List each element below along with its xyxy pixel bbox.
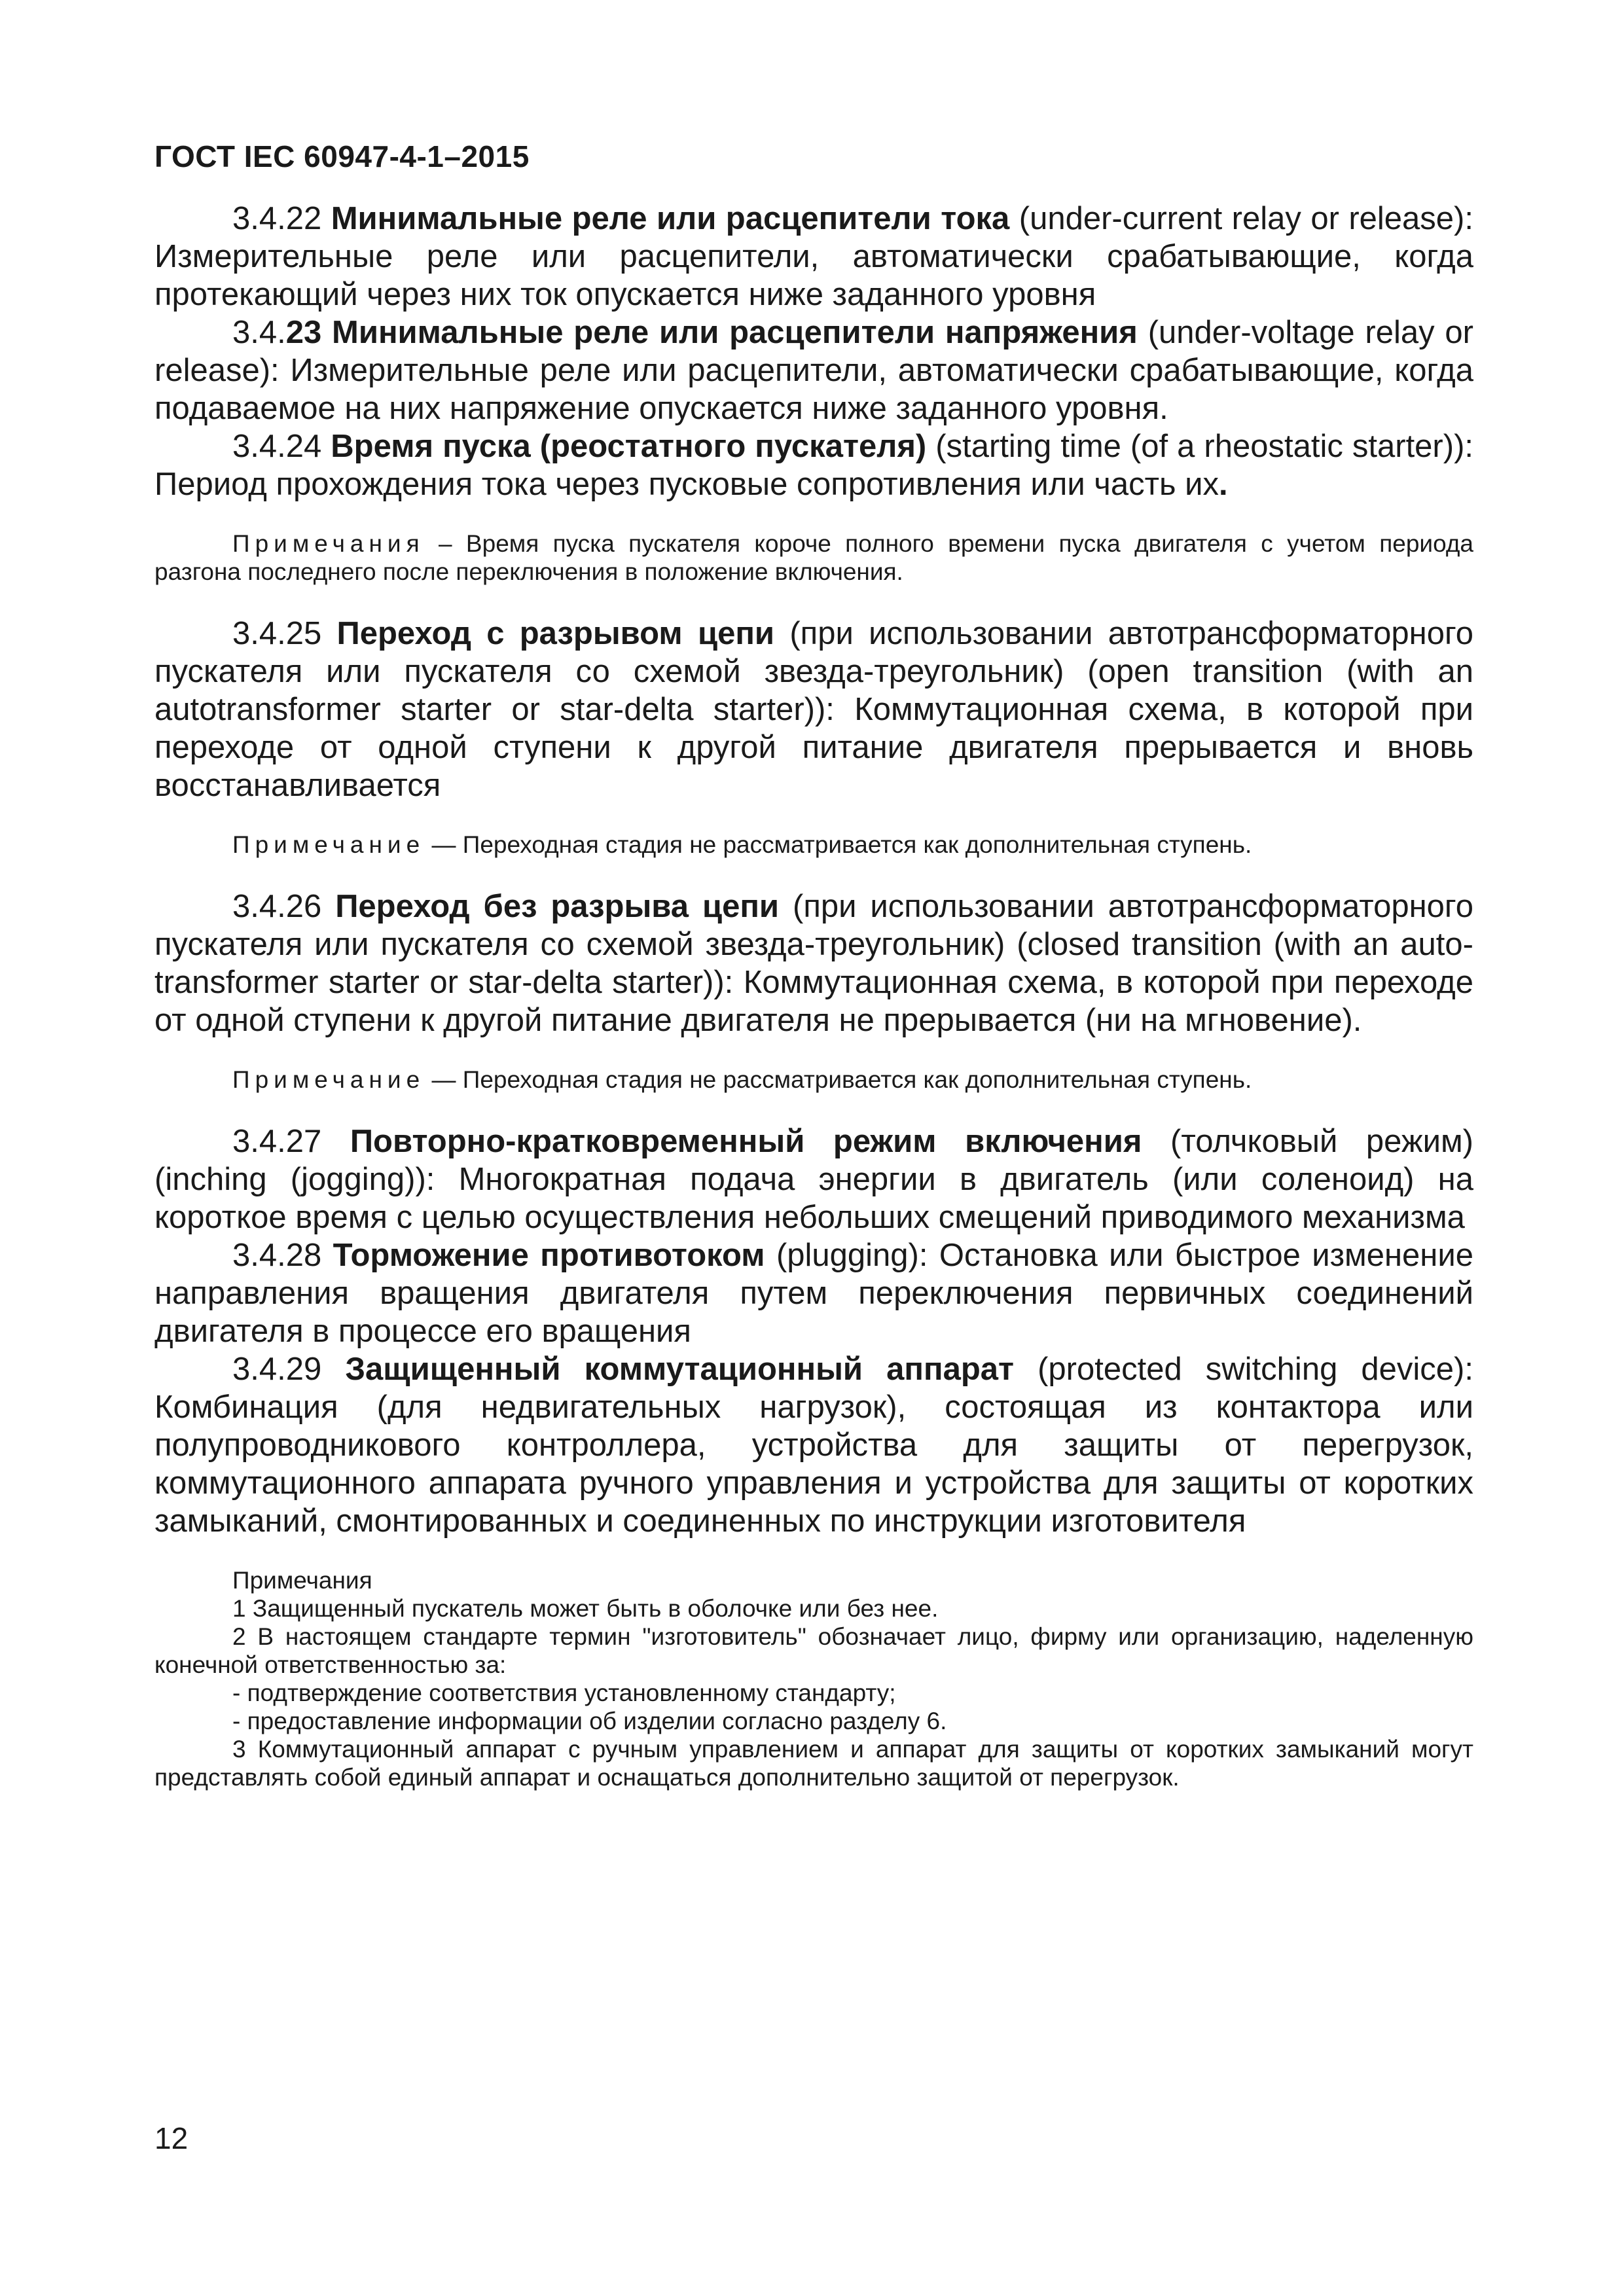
note-item: 1 Защищенный пускатель может быть в оболочке или без нее. [232,1595,939,1622]
note-item: - предоставление информации об изделии согласно разделу 6. [232,1708,947,1734]
term-name: Торможение противотоком [333,1238,765,1273]
note-3-4-24 [154,529,1473,586]
term-number: 3.4.25 [232,616,337,651]
notes-heading [154,1566,1473,1594]
term-name: 23 Минимальные реле или расцепители напряжения [285,315,1138,350]
term-definition: (under-voltage relay or release): Измерительные реле или расцепители, автоматически срабатывающие, когда подаваемое на них напряжение опускается ниже заданного уровня. [154,315,1473,426]
term-name: Повторно-кратковременный режим включения [350,1124,1142,1159]
term-definition: (толчковый режим) (inching (jogging)): Многократная подача энергии в двигатель (или соленоид) на короткое время с целью осуществления небольших смещений приводимого механизма [154,1124,1473,1235]
term-3-4-25 [154,615,1473,804]
document-header: ГОСТ IEC 60947-4-1–2015 [154,139,530,173]
term-definition: (under-current relay or release): Измерительные реле или расцепители, автоматически срабатывающие, когда протекающий через них ток опускается ниже заданного уровня [154,201,1473,312]
note-item: 3 Коммутационный аппарат с ручным управлением и аппарат для защиты от коротких замыканий могут представлять собой единый аппарат и оснащаться дополнительно защитой от перегрузок. [154,1736,1473,1791]
note-3-4-25 [154,831,1473,859]
term-3-4-27 [154,1122,1473,1236]
term-definition: (plugging): Остановка или быстрое изменение направления вращения двигателя путем переключения первичных соединений двигателя в процессе его вращения [154,1238,1473,1349]
note-item: - подтверждение соответствия установленному стандарту; [232,1679,896,1706]
term-definition: (при использовании автотрансформаторного пускателя или пускателя со схемой звезда-треугольник) (open transition (with an autotransformer starter or star-delta starter)): Коммутационная схема, в которой при переходе от одной ступени к другой питание двигателя прерывается и вновь восстанавливается [154,616,1473,803]
document-body [154,200,1473,1791]
term-number: 3.4.29 [232,1352,346,1387]
term-3-4-24 [154,427,1473,503]
term-3-4-29 [154,1350,1473,1540]
note-label: Примечание [232,831,425,858]
term-name: Защищенный коммутационный аппарат [345,1352,1014,1387]
note-text: — Переходная стадия не рассматривается как дополнительная ступень. [425,1066,1252,1093]
term-number: 3.4.26 [232,889,336,924]
note-3-4-26 [154,1066,1473,1094]
note-text: – Время пуска пускателя короче полного времени пуска двигателя с учетом периода разгона последнего после переключения в положение включения. [154,530,1473,585]
term-name: Время пуска (реостатного пускателя) [331,429,927,464]
term-3-4-22 [154,200,1473,314]
term-end-mark: . [1219,467,1228,502]
term-number: 3.4.28 [232,1238,333,1273]
term-3-4-26 [154,888,1473,1039]
note-text: — Переходная стадия не рассматривается как дополнительная ступень. [425,831,1252,858]
note-label: Примечание [232,1066,425,1093]
term-definition: (protected switching device): Комбинация (для недвигательных нагрузок), состоящая из контактора или полупроводникового контроллера, устройства для защиты от перегрузок, коммутационного аппарата ручного управления и устройства для защиты от коротких замыканий, смонтированных и соединенных по инструкции изготовителя [154,1352,1473,1539]
note-item: 2 В настоящем стандарте термин "изготовитель" обозначает лицо, фирму или организацию, наделенную конечной ответственностью за: [154,1623,1473,1678]
term-3-4-28 [154,1236,1473,1350]
term-name: Минимальные реле или расцепители тока [331,201,1010,236]
term-name: Переход без разрыва цепи [335,889,780,924]
term-name: Переход с разрывом цепи [336,616,775,651]
term-number: 3.4. [232,315,286,350]
page-number: 12 [154,2121,189,2155]
note-label: Примечания [232,530,425,557]
term-3-4-23 [154,314,1473,427]
term-definition: (starting time (of a rheostatic starter)): Период прохождения тока через пусковые сопротивления или часть их [154,429,1474,502]
term-number: 3.4.22 [232,201,331,236]
term-number: 3.4.27 [232,1124,350,1159]
note-label: Примечания [232,1567,372,1594]
term-number: 3.4.24 [232,429,331,464]
term-definition: (при использовании автотрансформаторного пускателя или пускателя со схемой звезда-треугольник) (closed transition (with an auto-transformer starter or star-delta starter)): Коммутационная схема, в которой при переходе от одной ступени к другой питание двигателя не прерывается (ни на мгновение). [154,889,1473,1038]
